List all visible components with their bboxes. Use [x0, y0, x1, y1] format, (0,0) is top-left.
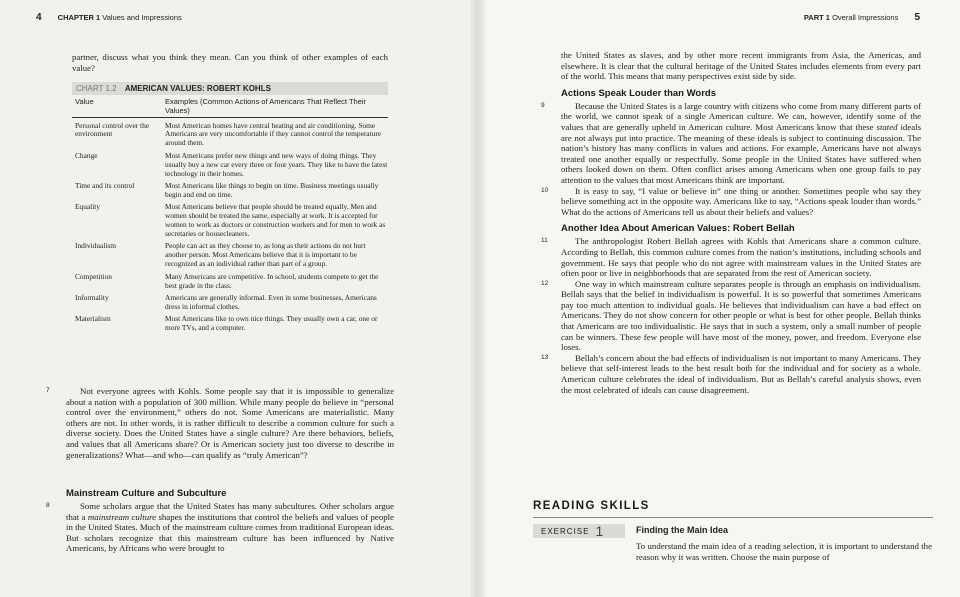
heading-actions: Actions Speak Louder than Words — [561, 87, 717, 99]
paragraph-number: 9 — [541, 101, 545, 109]
chart-title: AMERICAN VALUES: ROBERT KOHLS — [124, 84, 271, 93]
term-stated: stated — [876, 121, 898, 132]
paragraph-8-text-b: shapes the institutions that control the beliefs and values of people in the United States. Much of the mainstream culture comes from traditional European ideas. But scholars recognize that this mainstream culture has been influenced by Native Americans, by Africans who were brought to — [66, 511, 394, 554]
reading-skills-heading: READING SKILLS — [533, 500, 650, 512]
intro-block — [72, 52, 388, 73]
book-gutter — [470, 0, 486, 597]
paragraph-7: Not everyone agrees with Kohls. Some people say that it is impossible to generalize about a nation with a population of 300 million. While many people do believe in “personal control over the environment,” others do not. Some Americans are materialistic. Many others are not. In other words, it is rather difficult to describe a common culture for such a diverse society. Does the United States have a single culture? Are there behaviors, beliefs, and values that all Americans share? Or is American society just too diverse to describe in generalizations? What—and who—can qualify as “truly American”? — [66, 386, 394, 460]
exercise-title: Finding the Main Idea — [636, 525, 728, 535]
paragraph-9 — [561, 101, 921, 186]
value-cell: Time and its control — [75, 180, 135, 190]
paragraph-number: 10 — [541, 186, 549, 194]
paragraph-10-block — [541, 185, 921, 218]
paragraph-12-block — [541, 278, 921, 353]
table-row — [72, 294, 388, 312]
paragraph-7-block — [46, 386, 394, 460]
value-cell: Informality — [75, 292, 109, 302]
table-row — [72, 182, 388, 200]
left-running-head — [22, 12, 182, 23]
exercise-number: 1 — [595, 523, 605, 539]
paragraph-number: 11 — [541, 237, 548, 245]
value-cell: Change — [75, 150, 98, 160]
paragraph-9-text-a: Because the United States is a large country with citizens who come from many different parts of the world, we cannot speak of a single American culture. We can, however, identify some of the values that are generally upheld in American culture. Most Americans know that these — [561, 100, 921, 132]
value-cell: Personal control over the environment — [75, 120, 150, 139]
paragraph-8-block — [46, 501, 394, 554]
paragraph-number: 12 — [541, 279, 549, 287]
paragraph-10: It is easy to say, “I value or believe in” one thing or another. Sometimes people who say they believe something act in the opposite way. Americans like to say, “Actions speak louder than words.” What do the actions of Americans tell us about their beliefs and values? — [561, 185, 921, 217]
reading-skills-rule — [533, 517, 933, 518]
chart-col-examples-header: Examples (Common Actions of Americans That Reflect Their Values) — [165, 97, 367, 115]
paragraph-8 — [66, 501, 394, 554]
right-content — [541, 50, 922, 395]
example-cell: Many Americans are competitive. In school, students compete to get the best grade in the class. — [165, 271, 379, 290]
table-row — [72, 203, 388, 239]
table-row — [72, 152, 388, 179]
example-cell: People can act as they choose to, as long as their actions do not hurt another person. Most Americans believe that it is important to be recognized as an individual rather than part of a group. — [165, 241, 366, 269]
value-cell: Individualism — [75, 241, 117, 251]
paragraph-9-text-b: ideals are not always put into practice. The meaning of these ideals is subject to continuing discussion. The nation’s history has many conflicts in values and actions. For example, Americans have not always treated one another equally or respectfully. Some people in the United States have suffered when others looked down on them. Often conflict arises among Americans when one group fails to pay attention to the values that most Americans think are important. — [561, 121, 922, 185]
right-part-label: PART 1 — [803, 13, 830, 22]
heading-bellah: Another Idea About American Values: Robert Bellah — [561, 223, 795, 235]
example-cell: Americans are generally informal. Even in some businesses, Americans dress in informal clothes. — [165, 292, 377, 311]
left-page-number: 4 — [36, 12, 42, 23]
chart-header-row — [72, 95, 388, 118]
value-cell: Competition — [75, 271, 112, 281]
example-cell: Most American homes have central heating and air conditioning. Some Americans are very uncomfortable if they cannot control the temperature around them. — [165, 120, 382, 148]
paragraph-11-block — [541, 236, 921, 279]
value-cell: Materialism — [75, 314, 111, 324]
mainstream-section — [46, 482, 394, 554]
example-cell: Most Americans like things to begin on time. Business meetings usually begin and end on time. — [165, 180, 379, 199]
exercise-badge — [533, 524, 625, 538]
example-cell: Most Americans believe that people should be treated equally. Men and women should be treated the same, especially at work. It is accepted for women to work as doctors or construction workers and for men to work as secretaries or housecleaners. — [165, 202, 386, 238]
table-row — [72, 242, 388, 269]
table-row — [72, 273, 388, 291]
term-mainstream-culture: mainstream culture — [87, 511, 157, 522]
chart-title-bar — [72, 82, 388, 95]
paragraph-8-text-a: Some scholars argue that the United States has many subcultures. Other scholars argue that a — [66, 501, 394, 522]
heading-mainstream: Mainstream Culture and Subculture — [66, 488, 227, 499]
example-cell: Most Americans prefer new things and new ways of doing things. They usually buy a new car every three or four years. They like to have the latest technology in their homes. — [165, 150, 388, 178]
chart-label: CHART 1.2 — [76, 84, 117, 93]
paragraph-number: 7 — [46, 387, 50, 394]
right-part-title: Overall Impressions — [832, 13, 899, 22]
exercise-label: EXERCISE — [541, 526, 590, 536]
table-row — [72, 315, 388, 333]
paragraph-11: The anthropologist Robert Bellah agrees with Kohls that Americans share a common culture. According to Bellah, this common culture comes from the nation’s institutions, including schools and government. He says that people who do not agree with mainstream values in the United States are often poor or live in neighborhoods that are separated from the rest of American society. — [561, 236, 921, 279]
left-page — [0, 0, 478, 597]
continued-text: the United States as slaves, and by other more recent immigrants from Asia, the Americas, and elsewhere. It is clear that the cultural heritage of the United States includes elements from every part of the world. This means that many perspectives exist side by side. — [561, 50, 921, 82]
example-cell: Most Americans like to own nice things. They usually own a car, one or more TVs, and a computer. — [165, 314, 378, 333]
right-running-head — [804, 12, 934, 23]
left-chapter-title: Values and Impressions — [102, 13, 182, 22]
exercise-body: To understand the main idea of a reading selection, it is important to understand the reason why it was written. Choose the main purpose of — [636, 541, 932, 562]
paragraph-13-block — [541, 352, 921, 395]
table-row — [72, 122, 388, 149]
left-chapter-label: CHAPTER 1 — [57, 13, 101, 22]
exercise-body-block — [636, 541, 932, 562]
intro-text: partner, discuss what you think they mean. Can you think of other examples of each value? — [72, 52, 388, 73]
value-cell: Equality — [75, 202, 101, 212]
chart-col-value-header: Value — [75, 97, 94, 106]
paragraph-number: 8 — [46, 502, 50, 509]
paragraph-12: One way in which mainstream culture separates people is through an emphasis on individualism. Bellah says that the belief in individualism is powerful. It is so powerful that sometimes Americans pay too much attention to individual goals. He believes that individualism can have a bad effect on Americans. They do not show concern for other people or what is best for other people. Bellah thinks that Americans are too individualistic. He says that in such a system, only a small number of people can be winners. These few people will have most of the money, power, and freedom. Everyone else loses. — [561, 278, 921, 353]
paragraph-9-block — [541, 100, 922, 186]
paragraph-13: Bellah’s concern about the bad effects of individualism is not important to many Americans. They believe that self-interest leads to the best result both for the individual and for society as a whole. American culture celebrates the ideal of individualism. But as Bellah’s careful analysis shows, even the most celebrated of ideals can cause disagreement. — [561, 352, 921, 395]
chart-american-values — [72, 82, 388, 333]
paragraph-number: 13 — [541, 353, 549, 361]
right-page-number: 5 — [914, 12, 920, 23]
